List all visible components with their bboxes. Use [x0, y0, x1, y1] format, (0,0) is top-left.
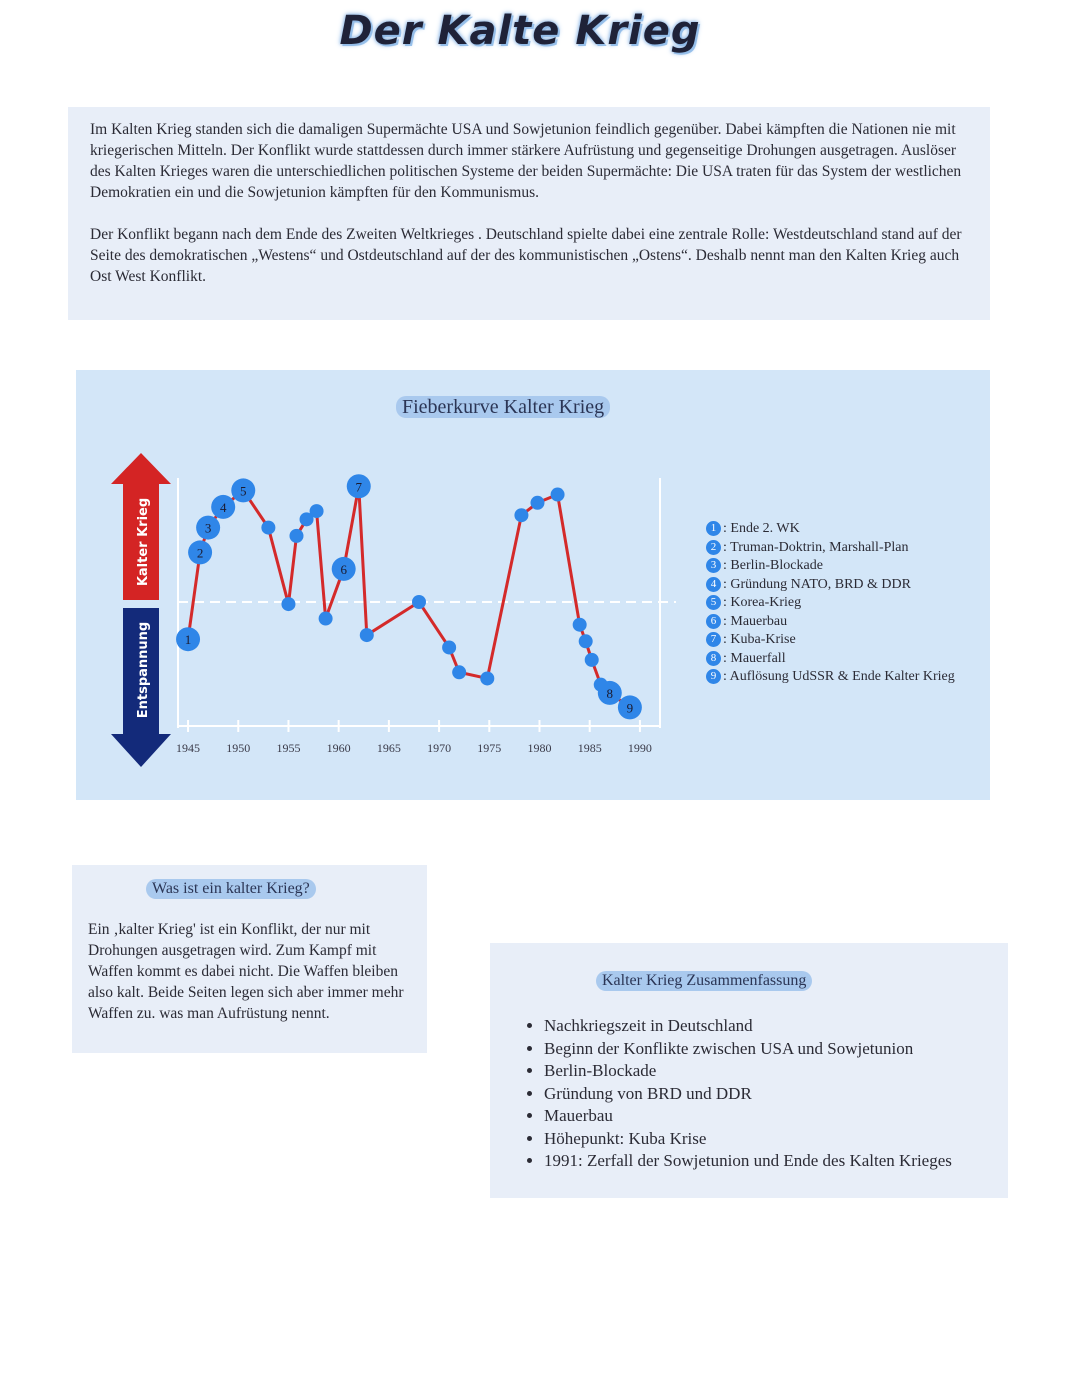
what-is-cold-war-box	[72, 865, 427, 1053]
intro-paragraph-1: Im Kalten Krieg standen sich die damaligen Supermächte USA und Sowjetunion feindlich gegenüber. Dabei kämpften die Nationen nie mit kriegerischen Mitteln. Der Konflikt wurde stattdessen durch immer stärkere Aufrüstung und gegenseitige Drohungen ausgetragen. Auslöser des Kalten Krieges waren die unterschiedlichen politischen Systeme der beiden Supermächte: Die USA traten für das System der westlichen Demokratien ein und die Sowjetunion kämpften für den Kommunismus.	[90, 121, 962, 201]
summary-list	[508, 1015, 990, 1173]
x-tick-label: 1960	[326, 741, 351, 755]
legend-item: 2 : Truman-Doktrin, Marshall-Plan	[706, 539, 956, 558]
summary-item: • Höhepunkt: Kuba Krise	[544, 1128, 990, 1151]
data-point	[310, 504, 324, 518]
legend-text: Kuba-Krise	[730, 632, 796, 647]
data-point	[319, 612, 333, 626]
event-marker-label: 6	[340, 561, 347, 577]
intro-paragraph-2: Der Konflikt begann nach dem Ende des Zweiten Weltkrieges . Deutschland spielte dabei eine zentrale Rolle: Westdeutschland stand auf der Seite des demokratischen „Westens“ und Ostdeutschland auf der des kommunistischen „Ostens“. Deshalb nennt man den Kalten Krieg auch Ost West Konflikt.	[90, 226, 962, 285]
x-tick-label: 1980	[527, 741, 552, 755]
legend-text: Mauerbau	[730, 613, 788, 629]
legend-item: 6 : Mauerbau	[706, 613, 956, 632]
summary-item: • Gründung von BRD und DDR	[544, 1083, 990, 1106]
chart-panel	[76, 370, 990, 800]
data-point	[480, 671, 494, 685]
event-marker-label: 5	[240, 483, 247, 499]
legend-item: 4 : Gründung NATO, BRD & DDR	[706, 576, 956, 595]
intro-box	[68, 107, 990, 320]
summary-item: • Mauerbau	[544, 1105, 990, 1128]
legend-item: 9 : Auflösung UdSSR & Ende Kalter Krieg	[706, 668, 956, 687]
x-tick-label: 1945	[176, 741, 201, 755]
data-point	[360, 628, 374, 642]
legend-number: 4	[706, 577, 721, 592]
data-point	[585, 653, 599, 667]
event-marker-label: 7	[355, 479, 362, 495]
data-point	[261, 521, 275, 535]
page-title: Der Kalte Krieg	[339, 8, 701, 54]
summary-box-heading: Kalter Krieg Zusammenfassung	[596, 971, 812, 991]
x-tick-label: 1955	[276, 741, 301, 755]
legend-text: Mauerfall	[730, 650, 786, 666]
chart-title: Fieberkurve Kalter Krieg	[396, 396, 610, 418]
legend-text: Korea-Krieg	[730, 595, 802, 610]
x-tick-label: 1970	[427, 741, 452, 755]
data-point	[412, 595, 426, 609]
what-box-heading: Was ist ein kalter Krieg?	[146, 879, 316, 899]
legend-number: 7	[706, 632, 721, 647]
legend-item: 7 : Kuba-Krise	[706, 631, 956, 650]
legend-number: 1	[706, 521, 721, 536]
legend-text: Auflösung UdSSR & Ende Kalter Krieg	[729, 669, 955, 684]
event-marker-label: 4	[219, 499, 227, 515]
legend-text: Gründung NATO, BRD & DDR	[730, 576, 911, 592]
event-marker-label: 8	[606, 685, 614, 701]
chart-legend	[706, 520, 956, 687]
legend-item: 5 : Korea-Krieg	[706, 594, 956, 613]
legend-item: 1 : Ende 2. WK	[706, 520, 956, 539]
data-point	[551, 488, 565, 502]
legend-text: Berlin-Blockade	[730, 558, 823, 573]
legend-item: 3 : Berlin-Blockade	[706, 557, 956, 576]
legend-number: 8	[706, 651, 721, 666]
x-tick-label: 1985	[577, 741, 602, 755]
what-box-text: Ein ‚kalter Krieg' ist ein Konflikt, der nur mit Drohungen ausgetragen wird. Zum Kampf mit Waffen kommt es dabei nicht. Die Waffen bleiben also kalt. Beide Seiten legen sich aber immer mehr Waffen zu. was man Aufrüstung nennt.	[88, 921, 404, 1022]
summary-item: • 1991: Zerfall der Sowjetunion und Ende des Kalten Krieges	[544, 1150, 990, 1173]
x-tick-label: 1950	[226, 741, 251, 755]
legend-item: 8 : Mauerfall	[706, 650, 956, 669]
x-tick-label: 1965	[376, 741, 401, 755]
data-point	[530, 496, 544, 510]
x-tick-label: 1990	[627, 741, 652, 755]
legend-text: Truman-Doktrin, Marshall-Plan	[730, 539, 909, 555]
legend-number: 5	[706, 595, 721, 610]
legend-number: 9	[706, 669, 721, 684]
summary-item: • Berlin-Blockade	[544, 1060, 990, 1083]
event-marker-label: 2	[196, 545, 204, 561]
arrow-down-label: Entspannung	[136, 621, 151, 719]
data-point	[573, 618, 587, 632]
legend-number: 3	[706, 558, 721, 573]
summary-item: • Beginn der Konflikte zwischen USA und Sowjetunion	[544, 1038, 990, 1061]
summary-box	[490, 943, 1008, 1198]
data-point	[452, 665, 466, 679]
legend-text: Ende 2. WK	[730, 521, 800, 536]
data-point	[579, 634, 593, 648]
data-point	[281, 597, 295, 611]
x-tick-label: 1975	[477, 741, 502, 755]
event-marker-label: 9	[626, 700, 634, 716]
fever-curve-line	[188, 486, 630, 707]
arrow-up-label: Kalter Krieg	[136, 497, 151, 587]
summary-item: • Nachkriegszeit in Deutschland	[544, 1015, 990, 1038]
event-marker-label: 3	[204, 520, 212, 536]
legend-number: 2	[706, 540, 721, 555]
event-marker-label: 1	[184, 632, 192, 648]
data-point	[289, 529, 303, 543]
data-point	[442, 640, 456, 654]
legend-number: 6	[706, 614, 721, 629]
data-point	[514, 508, 528, 522]
